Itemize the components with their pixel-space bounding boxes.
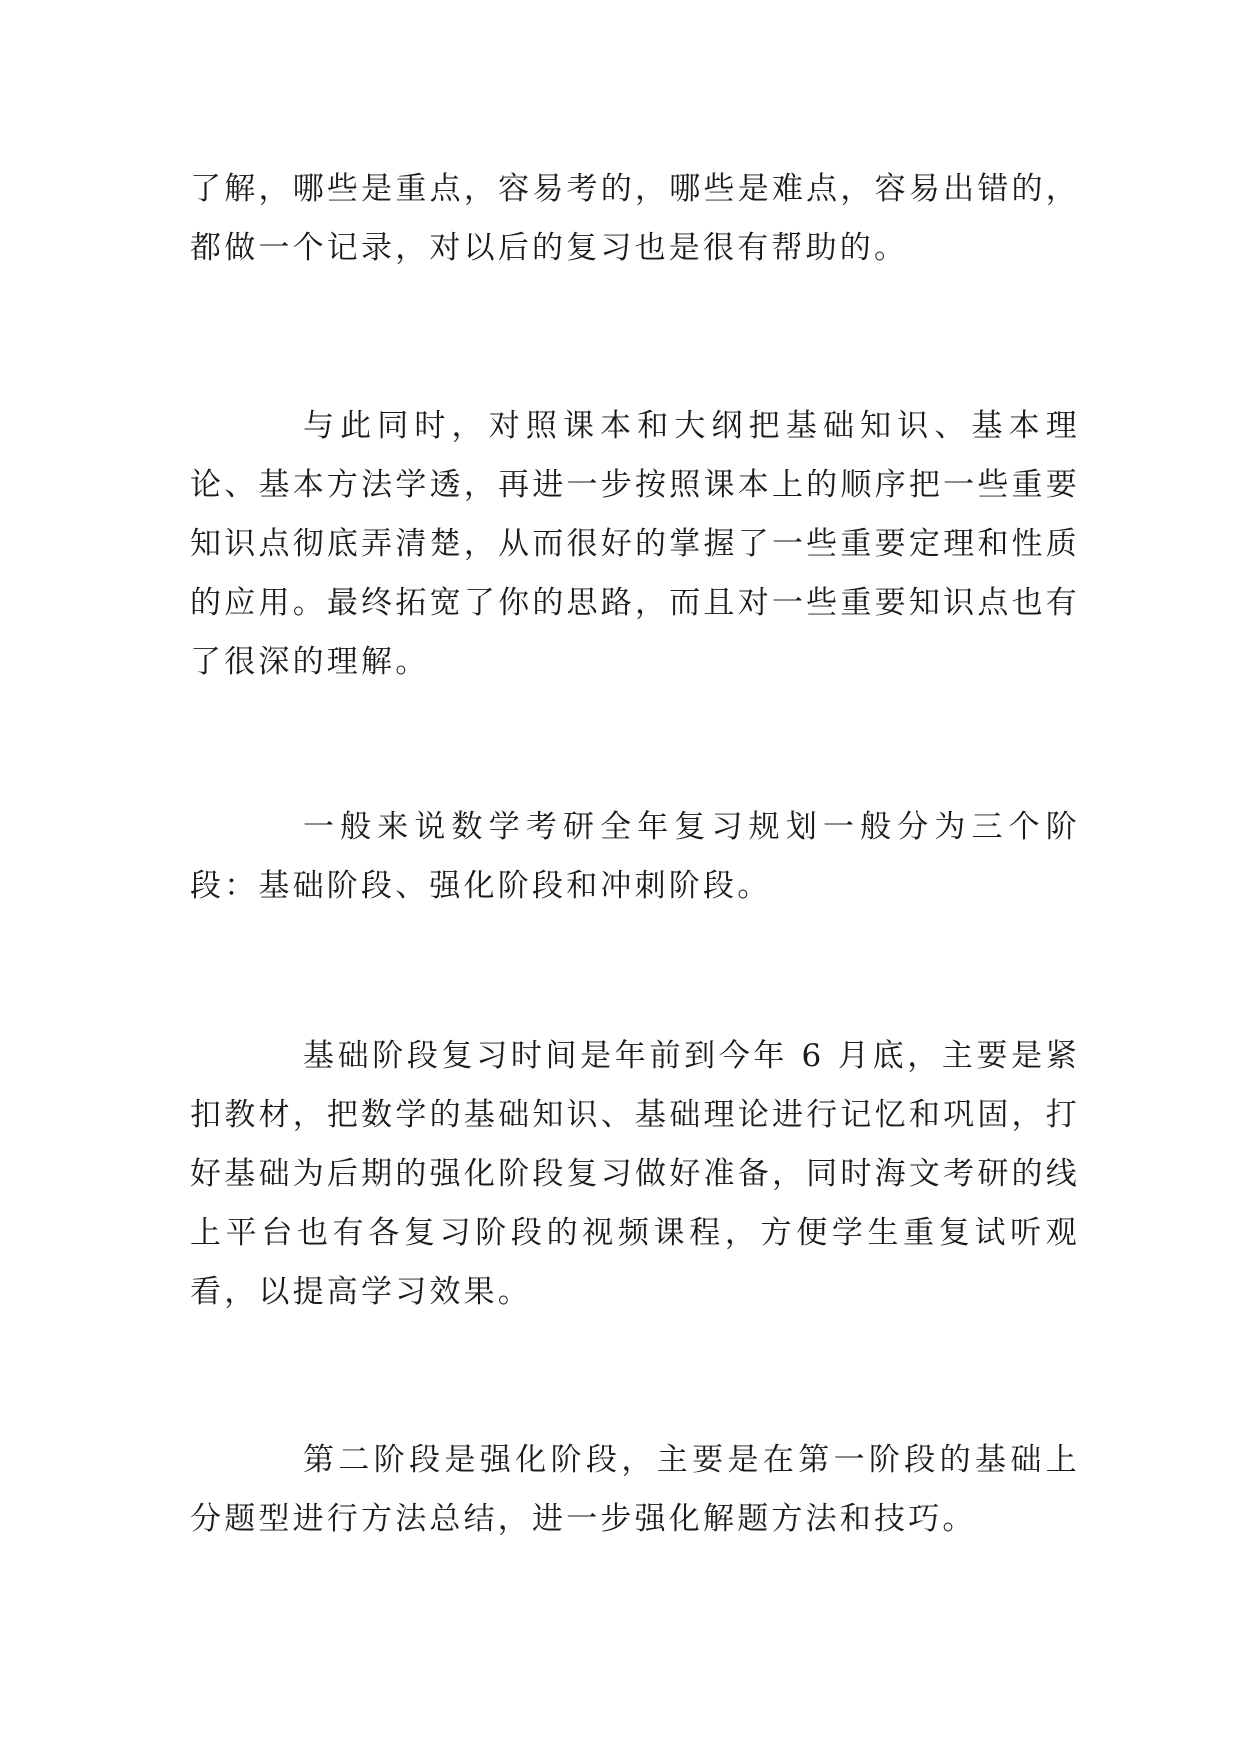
paragraph-continued: 了解，哪些是重点，容易考的，哪些是难点，容易出错的，都做一个记录，对以后的复习也是很有帮助的。 [190,171,1080,266]
paragraph-strengthening-stage: 第二阶段是强化阶段，主要是在第一阶段的基础上分题型进行方法总结，进一步强化解题方法和技巧。 [190,1442,1080,1537]
paragraph-foundation-stage: 基础阶段复习时间是年前到今年 6 月底，主要是紧扣教材，把数学的基础知识、基础理论进行记忆和巩固，打好基础为后期的强化阶段复习做好准备，同时海文考研的线上平台也有各复习阶段的视频课程，方便学生重复试听观看，以提高学习效果。 [190,1038,1080,1310]
paragraph-basics-review: 与此同时，对照课本和大纲把基础知识、基本理论、基本方法学透，再进一步按照课本上的顺序把一些重要知识点彻底弄清楚，从而很好的掌握了一些重要定理和性质的应用。最终拓宽了你的思路，而且对一些重要知识点也有了很深的理解。 [190,408,1080,680]
paragraph-three-stages: 一般来说数学考研全年复习规划一般分为三个阶段：基础阶段、强化阶段和冲刺阶段。 [190,809,1080,904]
